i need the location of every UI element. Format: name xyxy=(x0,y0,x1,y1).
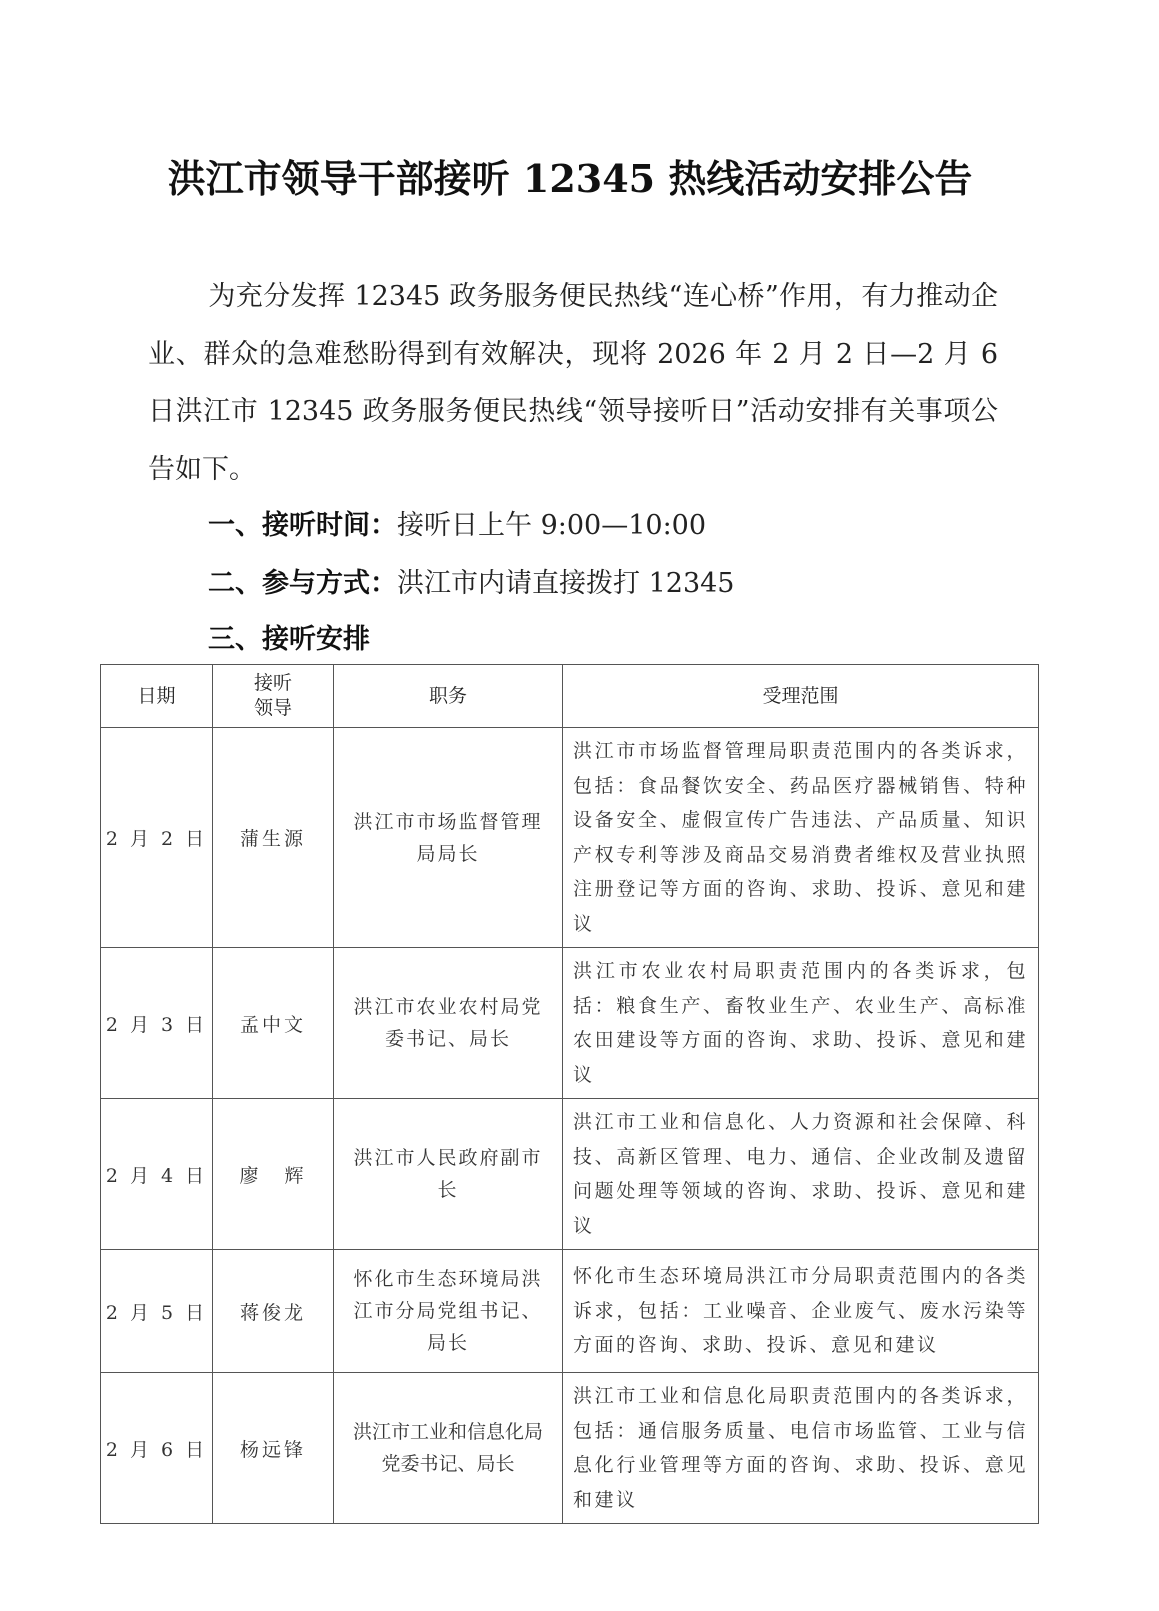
header-leader xyxy=(213,665,334,728)
cell-leader: 蒲生源 xyxy=(213,728,334,948)
section-heading: 二、参与方式： xyxy=(208,568,397,599)
cell-leader: 孟中文 xyxy=(213,948,334,1099)
cell-date: 2 月 5 日 xyxy=(101,1250,213,1373)
cell-scope: 洪江市工业和信息化局职责范围内的各类诉求，包括：通信服务质量、电信市场监管、工业与信息化行业管理等方面的咨询、求助、投诉、意见和建议 xyxy=(563,1373,1039,1524)
header-position: 职务 xyxy=(334,665,563,728)
cell-date: 2 月 4 日 xyxy=(101,1099,213,1250)
cell-position: 洪江市市场监督管理局局长 xyxy=(334,728,563,948)
cell-position: 怀化市生态环境局洪江市分局党组书记、局长 xyxy=(334,1250,563,1373)
cell-date: 2 月 6 日 xyxy=(101,1373,213,1524)
cell-date: 2 月 3 日 xyxy=(101,948,213,1099)
header-date: 日期 xyxy=(101,665,213,728)
table-row xyxy=(101,728,1039,948)
cell-position: 洪江市农业农村局党委书记、局长 xyxy=(334,948,563,1099)
section-schedule xyxy=(208,620,370,660)
cell-scope: 洪江市工业和信息化、人力资源和社会保障、科技、高新区管理、电力、通信、企业改制及遗留问题处理等领域的咨询、求助、投诉、意见和建议 xyxy=(563,1099,1039,1250)
cell-leader: 廖辉 xyxy=(213,1099,334,1250)
intro-paragraph xyxy=(148,268,998,498)
section-content: 接听日上午 9:00—10:00 xyxy=(397,510,707,541)
cell-scope: 洪江市市场监督管理局职责范围内的各类诉求，包括：食品餐饮安全、药品医疗器械销售、特种设备安全、虚假宣传广告违法、产品质量、知识产权专利等涉及商品交易消费者维权及营业执照注册登记等方面的咨询、求助、投诉、意见和建议 xyxy=(563,728,1039,948)
table-row xyxy=(101,1250,1039,1373)
table-row xyxy=(101,1373,1039,1524)
cell-leader: 杨远锋 xyxy=(213,1373,334,1524)
cell-scope: 洪江市农业农村局职责范围内的各类诉求，包括：粮食生产、畜牧业生产、农业生产、高标准农田建设等方面的咨询、求助、投诉、意见和建议 xyxy=(563,948,1039,1099)
table-row xyxy=(101,1099,1039,1250)
schedule-table xyxy=(100,664,1039,1524)
cell-scope: 怀化市生态环境局洪江市分局职责范围内的各类诉求，包括：工业噪音、企业废气、废水污染等方面的咨询、求助、投诉、意见和建议 xyxy=(563,1250,1039,1373)
table-row xyxy=(101,948,1039,1099)
section-time xyxy=(208,506,706,546)
document-title: 洪江市领导干部接听 12345 热线活动安排公告 xyxy=(167,156,973,201)
header-scope: 受理范围 xyxy=(563,665,1039,728)
section-heading: 一、接听时间： xyxy=(208,510,397,541)
section-method xyxy=(208,564,734,604)
section-heading: 三、接听安排 xyxy=(208,624,370,655)
cell-position: 洪江市人民政府副市长 xyxy=(334,1099,563,1250)
header-leader-line2: 领导 xyxy=(253,697,292,719)
section-content: 洪江市内请直接拨打 12345 xyxy=(397,568,735,599)
intro-text: 为充分发挥 12345 政务服务便民热线“连心桥”作用，有力推动企业、群众的急难愁盼得到有效解决，现将 2026 年 2 月 2 日—2 月 6 日洪江市 12345 政务服务便民热线“领导接听日”活动安排有关事项公告如下。 xyxy=(148,281,998,485)
table-header-row xyxy=(101,665,1039,728)
cell-leader: 蒋俊龙 xyxy=(213,1250,334,1373)
cell-position: 洪江市工业和信息化局党委书记、局长 xyxy=(334,1373,563,1524)
cell-date: 2 月 2 日 xyxy=(101,728,213,948)
header-leader-line1: 接听 xyxy=(253,672,292,694)
